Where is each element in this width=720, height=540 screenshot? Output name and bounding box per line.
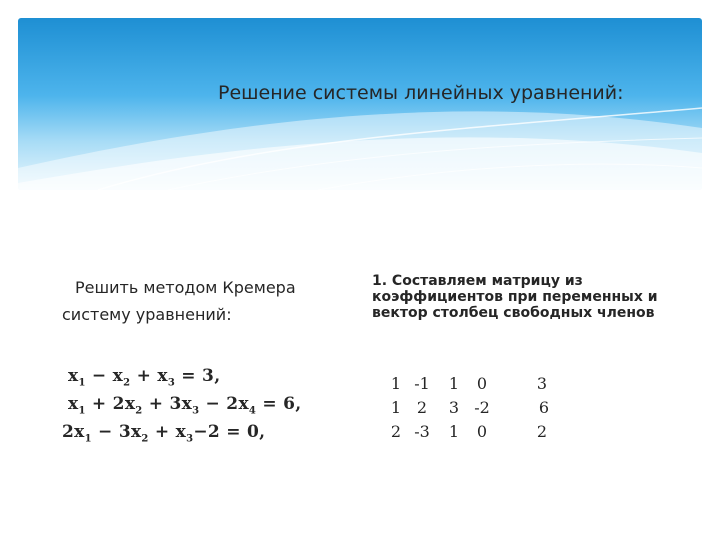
- matrix-cell: -1: [414, 374, 430, 393]
- matrix-cell: 3: [448, 398, 460, 417]
- equation-term: = 3,: [175, 366, 221, 386]
- equation-term: − 3x: [91, 422, 142, 442]
- vector-cell: 2: [536, 422, 548, 441]
- equation-subscript: 1: [84, 433, 92, 445]
- equation-term: + 2x: [85, 394, 136, 414]
- equation-subscript: 3: [192, 405, 200, 417]
- slide-title: Решение системы линейных уравнений:: [218, 82, 624, 104]
- equation-term: −2 = 0,: [193, 422, 266, 442]
- equation-1: [68, 366, 220, 388]
- vector-cell: 6: [538, 398, 550, 417]
- equation-term: − x: [85, 366, 124, 386]
- matrix-cell: -2: [474, 398, 490, 417]
- matrix-cell: 1: [390, 374, 402, 393]
- equation-2: [68, 394, 301, 416]
- equation-term: = 6,: [256, 394, 302, 414]
- matrix-cell: 0: [476, 374, 488, 393]
- equation-subscript: 2: [141, 433, 149, 445]
- matrix-cell: -3: [414, 422, 430, 441]
- equation-3: [62, 422, 265, 444]
- equation-term: − 2x: [199, 394, 249, 414]
- step-description: 1. Составляем матрицу из коэффициентов при переменных и вектор столбец свободных членов: [372, 273, 658, 321]
- matrix-cell: 1: [448, 422, 460, 441]
- matrix-cell: 1: [390, 398, 402, 417]
- matrix-cell: 0: [476, 422, 488, 441]
- task-text-line1: Решить методом Кремера: [75, 278, 296, 297]
- equation-subscript: 1: [78, 405, 86, 417]
- equation-subscript: 4: [248, 405, 257, 417]
- matrix-cell: 2: [416, 398, 428, 417]
- matrix-cell: 2: [390, 422, 402, 441]
- equation-subscript: 1: [78, 377, 86, 389]
- equation-term: x: [68, 366, 79, 386]
- equation-subscript: 3: [167, 377, 176, 389]
- vector-cell: 3: [536, 374, 548, 393]
- equation-subscript: 2: [123, 377, 131, 389]
- equation-term: + x: [148, 422, 187, 442]
- equation-term: + x: [130, 366, 168, 386]
- task-text-line2: систему уравнений:: [62, 305, 232, 324]
- matrix-cell: 1: [448, 374, 460, 393]
- equation-subscript: 3: [186, 433, 194, 445]
- equation-subscript: 2: [135, 405, 143, 417]
- header-banner: [18, 18, 702, 190]
- equation-term: 2x: [62, 422, 85, 442]
- wave-decoration: [18, 18, 702, 190]
- equation-term: x: [68, 394, 79, 414]
- equation-term: + 3x: [142, 394, 193, 414]
